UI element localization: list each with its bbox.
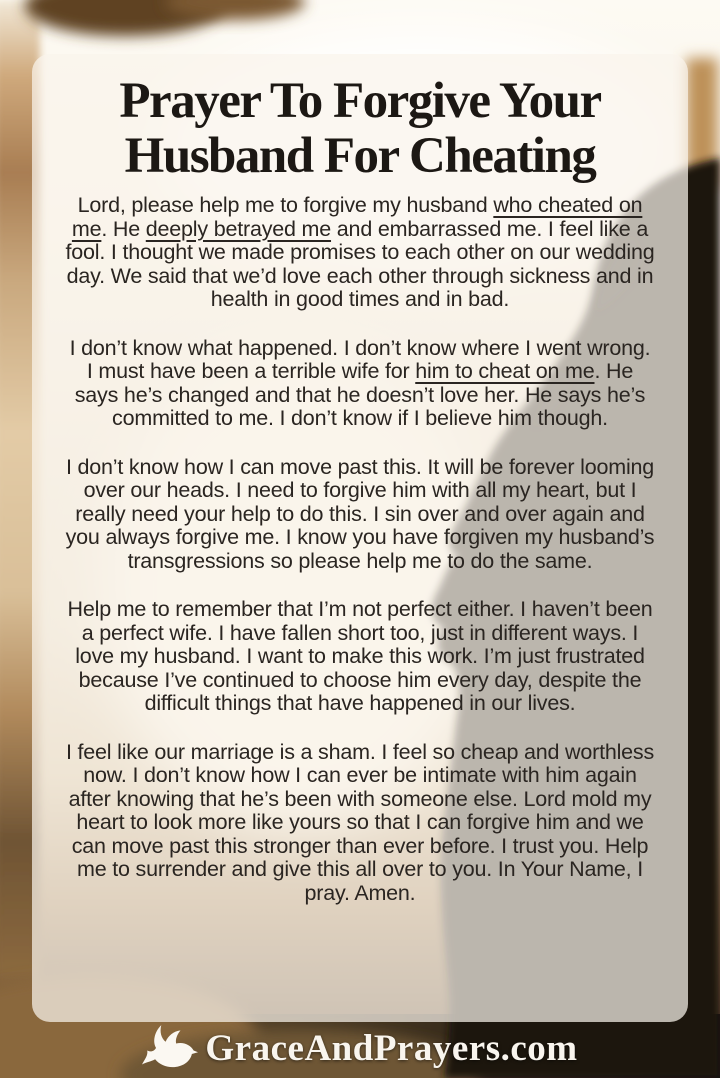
site-name: GraceAndPrayers.com	[205, 1028, 578, 1069]
dove-icon	[142, 1024, 198, 1070]
prayer-paragraph-3: I don’t know how I can move past this. It will be forever looming over our heads. I need to forgive him with all my heart, but I really need your help to do this. I sin over and over again and you always forgive me. I know you have forgiven my husband’s transgressions so please help me to do the same.	[65, 454, 655, 573]
title-line-2: Husband For Cheating	[124, 128, 596, 184]
prayer-paragraph-1: Lord, please help me to forgive my husband who cheated on me. He deeply betrayed me and embarrassed me. I feel like a fool. I thought we made promises to each other on our wedding day. We said that we’d love each other through sickness and in health in good times and in bad.	[65, 193, 655, 311]
prayer-paragraph-5: I feel like our marriage is a sham. I feel so cheap and worthless now. I don’t know how I can ever be intimate with him again after knowing that he’s been with someone else. Lord mold my heart to look more like yours so that I can forgive him and we can move past this stronger than ever before. I trust you. Help me to surrender and give this all over to you. In Your Name, I pray. Amen.	[65, 739, 655, 905]
footer-branding	[0, 1020, 720, 1078]
prayer-paragraph-2: I don’t know what happened. I don’t know where I went wrong. I must have been a terrible wife for him to cheat on me. He says he’s changed and that he doesn’t love her. He says he’s committed to me. I don’t know if I believe him though.	[69, 335, 651, 430]
title-line-1: Prayer To Forgive Your	[119, 73, 601, 129]
page-title	[49, 74, 671, 184]
prayer-paragraph-4: Help me to remember that I’m not perfect either. I haven’t been a perfect wife. I have fallen short too, just in different ways. I love my husband. I want to make this work. I’m just frustrated because I’ve continued to choose him every day, despite the difficult things that have happened in our lives.	[67, 597, 653, 715]
prayer-card	[32, 54, 688, 1022]
